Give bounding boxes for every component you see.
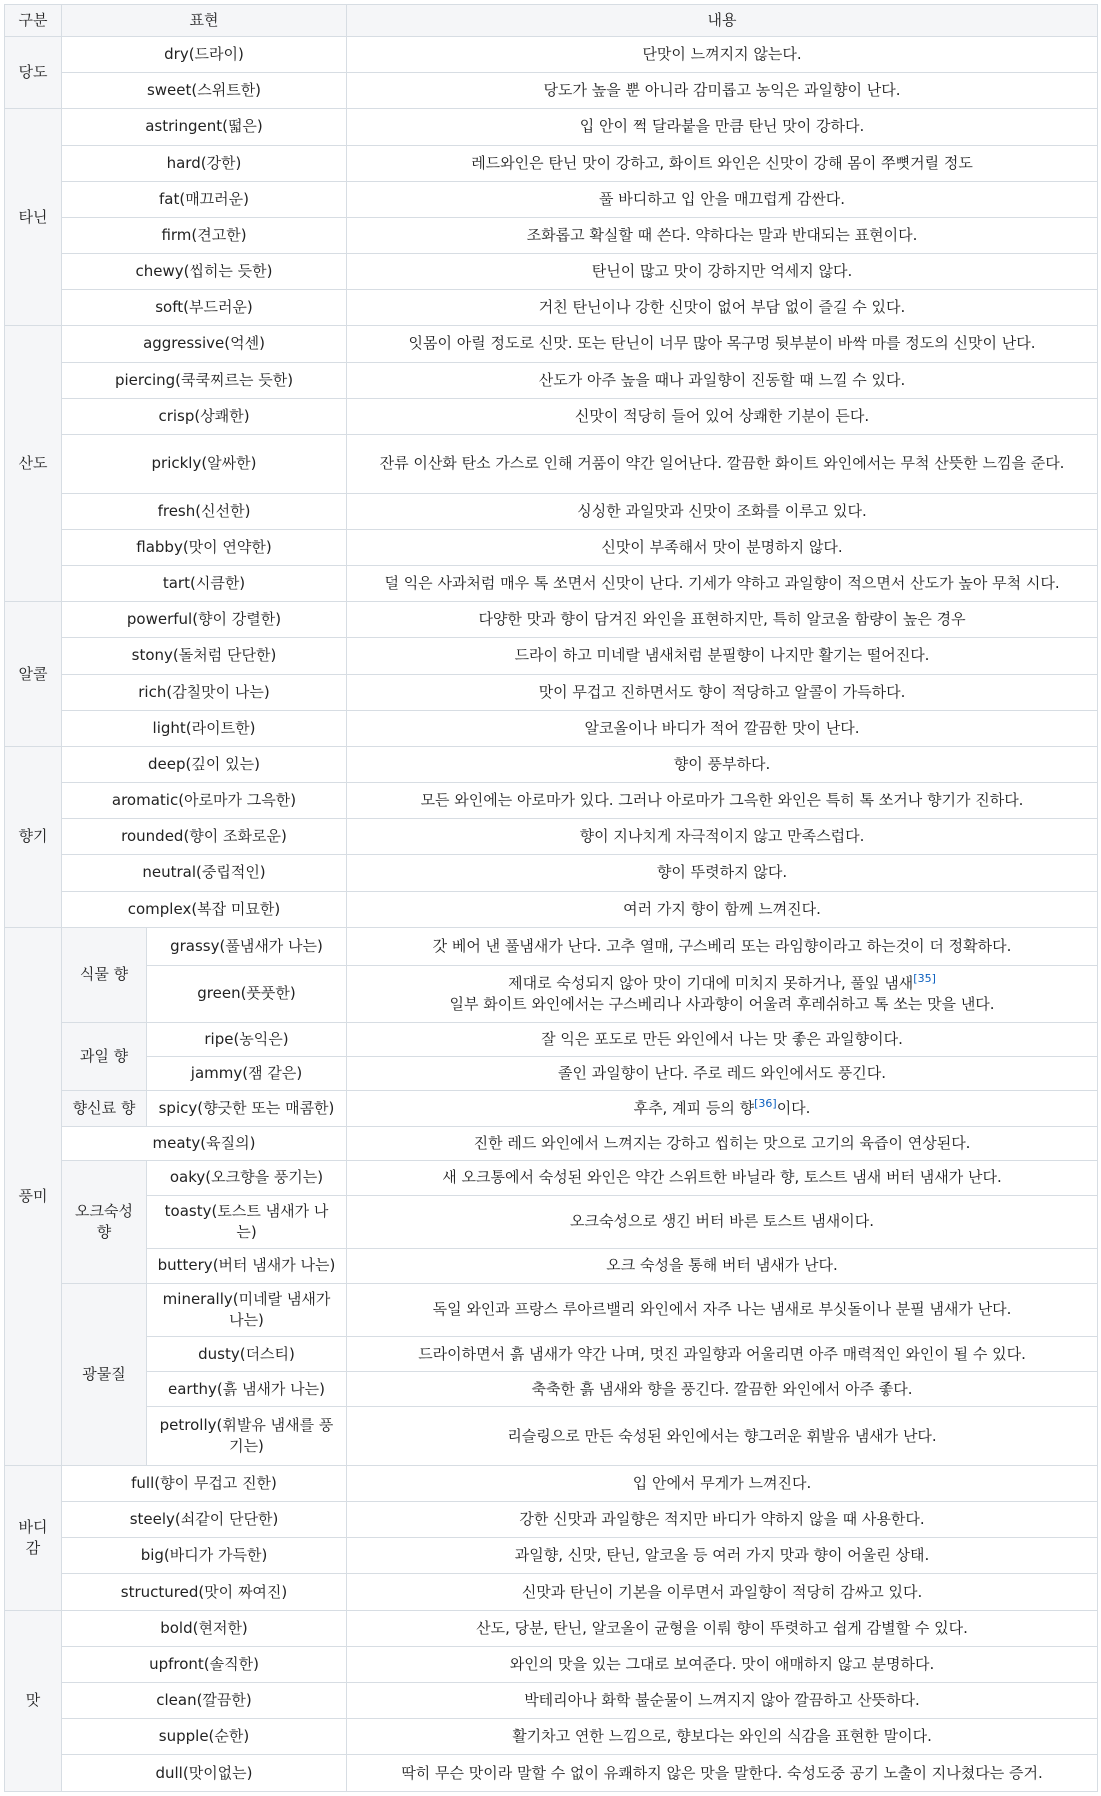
- description-cell: 박테리아나 화학 불순물이 느껴지지 않아 깔끔하고 산뜻하다.: [347, 1682, 1098, 1718]
- table-row: [5, 1610, 1098, 1646]
- description-cell: 여러 가지 향이 함께 느껴진다.: [347, 891, 1098, 927]
- table-row: [5, 1646, 1098, 1682]
- table-row: [5, 1538, 1098, 1574]
- description-cell: 향이 풍부하다.: [347, 746, 1098, 782]
- expression-cell: green(풋풋한): [147, 966, 347, 1023]
- description-cell: 와인의 맛을 있는 그대로 보여준다. 맛이 애매하지 않고 분명하다.: [347, 1646, 1098, 1682]
- expression-cell: structured(맛이 짜여진): [62, 1574, 347, 1610]
- expression-cell: toasty(토스트 냄새가 나는): [147, 1195, 347, 1248]
- category-cell: 풍미: [5, 927, 62, 1465]
- expression-cell: soft(부드러운): [62, 290, 347, 326]
- expression-cell: petrolly(휘발유 냄새를 풍기는): [147, 1407, 347, 1466]
- expression-cell: rich(감칠맛이 나는): [62, 674, 347, 710]
- table-row: [5, 1755, 1098, 1792]
- description-cell: 갓 베어 낸 풀냄새가 난다. 고추 열매, 구스베리 또는 라임향이라고 하는것이 더 정확하다.: [347, 927, 1098, 965]
- subcategory-cell: 식물 향: [62, 927, 147, 1022]
- expression-cell: neutral(중립적인): [62, 855, 347, 891]
- expression-cell: firm(견고한): [62, 217, 347, 253]
- description-cell: 잇몸이 아릴 정도로 신맛. 또는 탄닌이 너무 많아 목구멍 뒷부분이 바싹 마를 정도의 신맛이 난다.: [347, 326, 1098, 362]
- expression-cell: stony(돌처럼 단단한): [62, 638, 347, 674]
- expression-cell: jammy(잼 같은): [147, 1056, 347, 1090]
- header-category: 구분: [5, 5, 62, 37]
- table-row: [5, 855, 1098, 891]
- table-row: [5, 638, 1098, 674]
- table-row: [5, 1465, 1098, 1501]
- description-cell: 입 안이 쩍 달라붙을 만큼 탄닌 맛이 강하다.: [347, 109, 1098, 145]
- expression-cell: buttery(버터 냄새가 나는): [147, 1248, 347, 1283]
- table-row: [5, 217, 1098, 253]
- description-cell: 다양한 맛과 향이 담겨진 와인을 표현하지만, 특히 알코올 함량이 높은 경우: [347, 602, 1098, 638]
- description-line: 제대로 숙성되지 않아 맛이 기대에 미치지 못하거나, 풀잎 냄새: [508, 973, 914, 992]
- expression-cell: full(향이 무겁고 진한): [62, 1465, 347, 1501]
- expression-cell: dull(맛이없는): [62, 1755, 347, 1792]
- description-cell: 과일향, 신맛, 탄닌, 알코올 등 여러 가지 맛과 향이 어울린 상태.: [347, 1538, 1098, 1574]
- expression-cell: minerally(미네랄 냄새가 나는): [147, 1283, 347, 1336]
- expression-cell: complex(복잡 미묘한): [62, 891, 347, 927]
- table-row: [5, 529, 1098, 565]
- description-cell: 맛이 무겁고 진하면서도 향이 적당하고 알콜이 가득하다.: [347, 674, 1098, 710]
- expression-cell: earthy(흙 냄새가 나는): [147, 1372, 347, 1407]
- expression-cell: powerful(향이 강렬한): [62, 602, 347, 638]
- table-row: [5, 1090, 1098, 1126]
- description-cell: 덜 익은 사과처럼 매우 톡 쏘면서 신맛이 난다. 기세가 약하고 과일향이 적으면서 산도가 높아 무척 시다.: [347, 566, 1098, 602]
- expression-cell: rounded(향이 조화로운): [62, 819, 347, 855]
- description-cell: 잘 익은 포도로 만든 와인에서 나는 맛 좋은 과일향이다.: [347, 1022, 1098, 1056]
- table-row: [5, 434, 1098, 493]
- description-cell: [347, 966, 1098, 1023]
- expression-cell: meaty(육질의): [62, 1126, 347, 1160]
- expression-cell: spicy(향긋한 또는 매콤한): [147, 1090, 347, 1126]
- description-cell: [347, 1090, 1098, 1126]
- reference-link[interactable]: [36]: [754, 1096, 777, 1110]
- expression-cell: piercing(쿡쿡찌르는 듯한): [62, 362, 347, 398]
- expression-cell: steely(쇠같이 단단한): [62, 1502, 347, 1538]
- description-cell: 당도가 높을 뿐 아니라 감미롭고 농익은 과일향이 난다.: [347, 73, 1098, 109]
- table-row: [5, 891, 1098, 927]
- description-cell: 드라이하면서 흙 냄새가 약간 나며, 멋진 과일향과 어울리면 아주 매력적인 와인이 될 수 있다.: [347, 1337, 1098, 1372]
- table-row: [5, 819, 1098, 855]
- table-row: [5, 783, 1098, 819]
- description-cell: 향이 뚜렷하지 않다.: [347, 855, 1098, 891]
- description-cell: 단맛이 느껴지지 않는다.: [347, 37, 1098, 73]
- subcategory-cell: 오크숙성 향: [62, 1160, 147, 1283]
- description-cell: 풀 바디하고 입 안을 매끄럽게 감싼다.: [347, 181, 1098, 217]
- table-row: [5, 927, 1098, 965]
- description-cell: 신맛과 탄닌이 기본을 이루면서 과일향이 적당히 감싸고 있다.: [347, 1574, 1098, 1610]
- description-cell: 독일 와인과 프랑스 루아르밸리 와인에서 자주 나는 냄새로 부싯돌이나 분필 냄새가 난다.: [347, 1283, 1098, 1336]
- table-row: [5, 1248, 1098, 1283]
- category-cell: 당도: [5, 37, 62, 109]
- expression-cell: upfront(솔직한): [62, 1646, 347, 1682]
- table-row: [5, 493, 1098, 529]
- expression-cell: dusty(더스티): [147, 1337, 347, 1372]
- table-row: [5, 254, 1098, 290]
- subcategory-cell: 과일 향: [62, 1022, 147, 1090]
- description-text: 이다.: [776, 1098, 811, 1117]
- table-row: [5, 37, 1098, 73]
- description-cell: 산도, 당분, 탄닌, 알코올이 균형을 이뤄 향이 뚜렷하고 쉽게 감별할 수 있다.: [347, 1610, 1098, 1646]
- expression-cell: crisp(상쾌한): [62, 398, 347, 434]
- expression-cell: grassy(풀냄새가 나는): [147, 927, 347, 965]
- table-row: [5, 73, 1098, 109]
- description-cell: 조화롭고 확실할 때 쓴다. 약하다는 말과 반대되는 표현이다.: [347, 217, 1098, 253]
- description-cell: 입 안에서 무게가 느껴진다.: [347, 1465, 1098, 1501]
- description-cell: 산도가 아주 높을 때나 과일향이 진동할 때 느낄 수 있다.: [347, 362, 1098, 398]
- table-row: [5, 1195, 1098, 1248]
- header-description: 내용: [347, 5, 1098, 37]
- table-row: [5, 1126, 1098, 1160]
- table-row: [5, 1372, 1098, 1407]
- description-cell: 진한 레드 와인에서 느껴지는 강하고 씹히는 맛으로 고기의 육즙이 연상된다.: [347, 1126, 1098, 1160]
- category-cell: 알콜: [5, 602, 62, 747]
- table-row: [5, 1337, 1098, 1372]
- category-cell: 향기: [5, 746, 62, 927]
- description-cell: 탄닌이 많고 맛이 강하지만 억세지 않다.: [347, 254, 1098, 290]
- table-row: [5, 1574, 1098, 1610]
- table-header-row: [5, 5, 1098, 37]
- expression-cell: fresh(신선한): [62, 493, 347, 529]
- description-cell: 신맛이 부족해서 맛이 분명하지 않다.: [347, 529, 1098, 565]
- expression-cell: astringent(떫은): [62, 109, 347, 145]
- table-row: [5, 1283, 1098, 1336]
- expression-cell: flabby(맛이 연약한): [62, 529, 347, 565]
- expression-cell: supple(순한): [62, 1719, 347, 1755]
- description-cell: 리슬링으로 만든 숙성된 와인에서는 향그러운 휘발유 냄새가 난다.: [347, 1407, 1098, 1466]
- wine-expression-table: [4, 4, 1098, 1792]
- table-row: [5, 746, 1098, 782]
- table-row: [5, 602, 1098, 638]
- wine-expression-table-wrapper: [4, 4, 1097, 1792]
- expression-cell: aggressive(억센): [62, 326, 347, 362]
- table-row: [5, 1682, 1098, 1718]
- description-cell: 거친 탄닌이나 강한 신맛이 없어 부담 없이 즐길 수 있다.: [347, 290, 1098, 326]
- table-row: [5, 1056, 1098, 1090]
- expression-cell: fat(매끄러운): [62, 181, 347, 217]
- expression-cell: clean(깔끔한): [62, 1682, 347, 1718]
- expression-cell: deep(깊이 있는): [62, 746, 347, 782]
- description-cell: 강한 신맛과 과일향은 적지만 바디가 약하지 않을 때 사용한다.: [347, 1502, 1098, 1538]
- subcategory-cell: 광물질: [62, 1283, 147, 1465]
- expression-cell: oaky(오크향을 풍기는): [147, 1160, 347, 1195]
- table-row: [5, 326, 1098, 362]
- description-cell: 축축한 흙 냄새와 향을 풍긴다. 깔끔한 와인에서 아주 좋다.: [347, 1372, 1098, 1407]
- description-cell: 드라이 하고 미네랄 냄새처럼 분필향이 나지만 활기는 떨어진다.: [347, 638, 1098, 674]
- category-cell: 바디감: [5, 1465, 62, 1610]
- description-cell: 잔류 이산화 탄소 가스로 인해 거품이 약간 일어난다. 깔끔한 화이트 와인에서는 무척 산뜻한 느낌을 준다.: [347, 434, 1098, 493]
- description-text: 후추, 계피 등의 향: [633, 1098, 755, 1117]
- description-cell: 싱싱한 과일맛과 신맛이 조화를 이루고 있다.: [347, 493, 1098, 529]
- table-row: [5, 290, 1098, 326]
- table-row: [5, 1160, 1098, 1195]
- expression-cell: ripe(농익은): [147, 1022, 347, 1056]
- expression-cell: prickly(알싸한): [62, 434, 347, 493]
- description-cell: 알코올이나 바디가 적어 깔끔한 맛이 난다.: [347, 710, 1098, 746]
- expression-cell: aromatic(아로마가 그윽한): [62, 783, 347, 819]
- table-row: [5, 362, 1098, 398]
- description-cell: 새 오크통에서 숙성된 와인은 약간 스위트한 바닐라 향, 토스트 냄새 버터 냄새가 난다.: [347, 1160, 1098, 1195]
- table-row: [5, 109, 1098, 145]
- description-cell: 신맛이 적당히 들어 있어 상쾌한 기분이 든다.: [347, 398, 1098, 434]
- description-cell: 향이 지나치게 자극적이지 않고 만족스럽다.: [347, 819, 1098, 855]
- table-row: [5, 966, 1098, 1023]
- table-row: [5, 1022, 1098, 1056]
- table-row: [5, 674, 1098, 710]
- expression-cell: tart(시큼한): [62, 566, 347, 602]
- table-row: [5, 398, 1098, 434]
- description-line: 일부 화이트 와인에서는 구스베리나 사과향이 어울려 후레쉬하고 톡 쏘는 맛을 낸다.: [449, 994, 995, 1013]
- expression-cell: bold(현저한): [62, 1610, 347, 1646]
- table-row: [5, 1502, 1098, 1538]
- description-cell: 오크숙성으로 생긴 버터 바른 토스트 냄새이다.: [347, 1195, 1098, 1248]
- expression-cell: light(라이트한): [62, 710, 347, 746]
- description-cell: 레드와인은 탄닌 맛이 강하고, 화이트 와인은 신맛이 강해 몸이 쭈뼛거릴 정도: [347, 145, 1098, 181]
- expression-cell: dry(드라이): [62, 37, 347, 73]
- table-body: [5, 37, 1098, 1792]
- expression-cell: hard(강한): [62, 145, 347, 181]
- table-row: [5, 145, 1098, 181]
- category-cell: 맛: [5, 1610, 62, 1791]
- category-cell: 산도: [5, 326, 62, 602]
- description-cell: 활기차고 연한 느낌으로, 향보다는 와인의 식감을 표현한 말이다.: [347, 1719, 1098, 1755]
- expression-cell: chewy(씹히는 듯한): [62, 254, 347, 290]
- subcategory-cell: 향신료 향: [62, 1090, 147, 1126]
- table-row: [5, 1407, 1098, 1466]
- description-cell: 졸인 과일향이 난다. 주로 레드 와인에서도 풍긴다.: [347, 1056, 1098, 1090]
- expression-cell: sweet(스위트한): [62, 73, 347, 109]
- description-cell: 오크 숙성을 통해 버터 냄새가 난다.: [347, 1248, 1098, 1283]
- reference-link[interactable]: [35]: [913, 971, 936, 985]
- category-cell: 타닌: [5, 109, 62, 326]
- table-row: [5, 710, 1098, 746]
- table-row: [5, 1719, 1098, 1755]
- table-row: [5, 566, 1098, 602]
- table-row: [5, 181, 1098, 217]
- expression-cell: big(바디가 가득한): [62, 1538, 347, 1574]
- description-cell: 모든 와인에는 아로마가 있다. 그러나 아로마가 그윽한 와인은 특히 톡 쏘거나 향기가 진하다.: [347, 783, 1098, 819]
- header-expression: 표현: [62, 5, 347, 37]
- description-cell: 딱히 무슨 맛이라 말할 수 없이 유쾌하지 않은 맛을 말한다. 숙성도중 공기 노출이 지나쳤다는 증거.: [347, 1755, 1098, 1792]
